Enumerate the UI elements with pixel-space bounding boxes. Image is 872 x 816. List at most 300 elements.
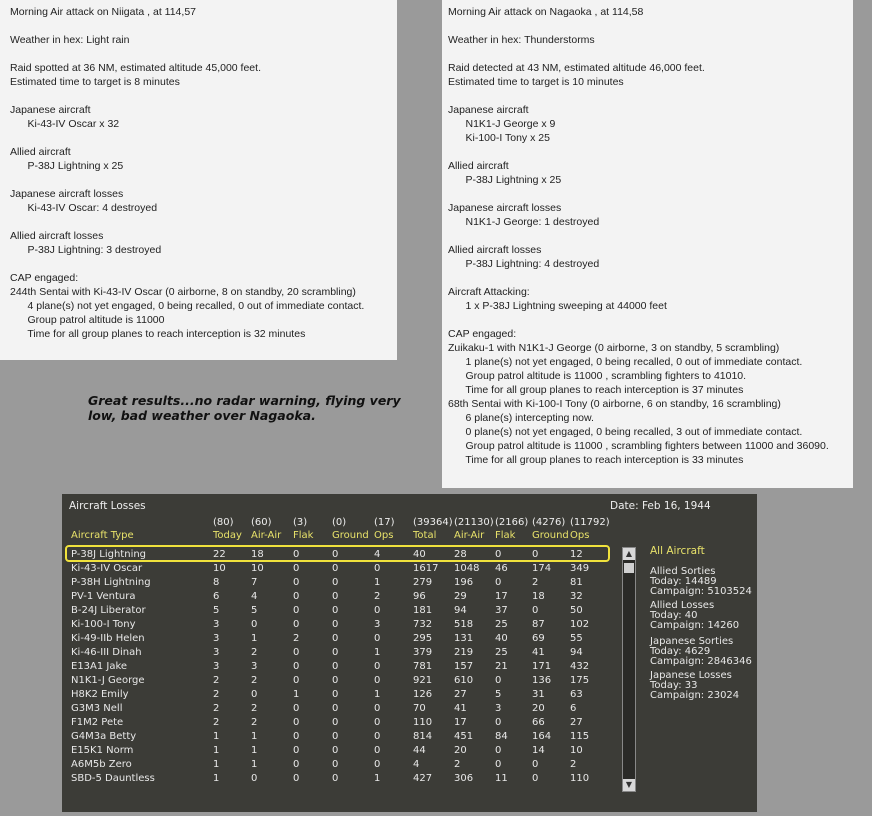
table-cell: 6: [213, 591, 220, 602]
table-cell: 2: [251, 647, 258, 658]
table-cell: 2: [251, 675, 258, 686]
table-cell: 0: [495, 759, 502, 770]
column-total: (21130): [454, 517, 494, 528]
table-cell: 136: [532, 675, 552, 686]
table-cell: 46: [495, 563, 508, 574]
table-cell: 69: [532, 633, 545, 644]
aircraft-type-cell: Ki-100-I Tony: [71, 619, 136, 630]
table-cell: 0: [332, 549, 339, 560]
column-total: (0): [332, 517, 347, 528]
allied-losses-label: Allied Losses: [650, 600, 715, 611]
table-cell: 3: [213, 661, 220, 672]
table-cell: 432: [570, 661, 590, 672]
table-cell: 2: [213, 717, 220, 728]
table-cell: 18: [251, 549, 264, 560]
table-cell: 31: [532, 689, 545, 700]
report-line: 68th Sentai with Ki-100-I Tony (0 airborne, 6 on standby, 16 scrambling): [448, 398, 781, 410]
report-line: 0 plane(s) not yet engaged, 0 being recalled, 3 out of immediate contact.: [448, 426, 803, 438]
table-row[interactable]: [62, 731, 622, 745]
report-line: 1 x P-38J Lightning sweeping at 44000 feet: [448, 300, 667, 312]
table-row[interactable]: [62, 577, 622, 591]
table-cell: 115: [570, 731, 590, 742]
table-cell: 1: [213, 731, 220, 742]
table-cell: 174: [532, 563, 552, 574]
table-row[interactable]: [62, 563, 622, 577]
table-cell: 0: [495, 745, 502, 756]
aircraft-type-cell: SBD-5 Dauntless: [71, 773, 155, 784]
table-cell: 94: [570, 647, 583, 658]
japanese-losses-summary: [650, 671, 739, 701]
blank-line: [448, 145, 843, 159]
table-cell: 0: [332, 745, 339, 756]
report-line: Estimated time to target is 8 minutes: [10, 76, 180, 88]
report-line: Japanese aircraft: [10, 104, 91, 116]
table-row[interactable]: [62, 605, 622, 619]
column-header[interactable]: Ground: [332, 530, 369, 541]
table-cell: 0: [251, 619, 258, 630]
report-line: CAP engaged:: [10, 272, 79, 284]
report-line: Time for all group planes to reach interception is 37 minutes: [448, 384, 744, 396]
table-cell: 0: [332, 563, 339, 574]
japanese-sorties-summary: [650, 637, 752, 667]
report-line: N1K1-J George: 1 destroyed: [448, 216, 600, 228]
table-cell: 0: [374, 703, 381, 714]
report-line: Time for all group planes to reach interception is 32 minutes: [10, 328, 306, 340]
table-row[interactable]: [62, 703, 622, 717]
table-row[interactable]: [62, 591, 622, 605]
table-cell: 0: [293, 591, 300, 602]
table-cell: 921: [413, 675, 433, 686]
aircraft-type-cell: P-38J Lightning: [71, 549, 147, 560]
aircraft-type-cell: B-24J Liberator: [71, 605, 146, 616]
table-cell: 5: [213, 605, 220, 616]
table-cell: 10: [570, 745, 583, 756]
panel-title: Aircraft Losses: [69, 500, 146, 512]
report-line: Allied aircraft losses: [448, 244, 542, 256]
table-cell: 0: [374, 661, 381, 672]
table-cell: 12: [570, 549, 583, 560]
table-cell: 5: [251, 605, 258, 616]
table-cell: 0: [293, 731, 300, 742]
table-cell: 63: [570, 689, 583, 700]
table-cell: 110: [570, 773, 590, 784]
blank-line: [448, 19, 843, 33]
japanese-losses-label: Japanese Losses: [650, 670, 732, 681]
table-cell: 1: [251, 759, 258, 770]
report-line: 244th Sentai with Ki-43-IV Oscar (0 airborne, 8 on standby, 20 scrambling): [10, 286, 356, 298]
table-cell: 781: [413, 661, 433, 672]
table-cell: 0: [293, 717, 300, 728]
table-cell: 451: [454, 731, 474, 742]
table-cell: 0: [332, 675, 339, 686]
report-line: 6 plane(s) intercepting now.: [448, 412, 594, 424]
table-row[interactable]: [62, 745, 622, 759]
table-cell: 20: [454, 745, 467, 756]
table-cell: 0: [293, 703, 300, 714]
column-header[interactable]: Air-Air: [454, 530, 485, 541]
table-cell: 379: [413, 647, 433, 658]
aircraft-type-cell: F1M2 Pete: [71, 717, 124, 728]
table-cell: 66: [532, 717, 545, 728]
table-cell: 171: [532, 661, 552, 672]
report-line: Japanese aircraft losses: [448, 202, 562, 214]
table-row[interactable]: [62, 647, 622, 661]
table-cell: 40: [413, 549, 426, 560]
table-cell: 2: [293, 633, 300, 644]
table-cell: 96: [413, 591, 426, 602]
all-aircraft-link[interactable]: All Aircraft: [650, 545, 705, 557]
aircraft-losses-panel: [62, 494, 757, 812]
combat-report-niigata: [0, 0, 397, 360]
table-cell: 10: [251, 563, 264, 574]
table-cell: 3: [213, 647, 220, 658]
table-cell: 0: [332, 605, 339, 616]
blank-line: [10, 131, 387, 145]
blank-line: [10, 47, 387, 61]
allied-losses-summary: [650, 601, 739, 631]
column-total: (3): [293, 517, 308, 528]
aircraft-type-cell: N1K1-J George: [71, 675, 145, 686]
table-cell: 7: [251, 577, 258, 588]
table-cell: 0: [532, 759, 539, 770]
report-line: Time for all group planes to reach interception is 33 minutes: [448, 454, 744, 466]
table-cell: 1: [374, 773, 381, 784]
report-line: 4 plane(s) not yet engaged, 0 being recalled, 0 out of immediate contact.: [10, 300, 365, 312]
table-cell: 0: [374, 633, 381, 644]
table-cell: 81: [570, 577, 583, 588]
blank-line: [448, 47, 843, 61]
report-line: Raid detected at 43 NM, estimated altitude 46,000 feet.: [448, 62, 705, 74]
table-cell: 0: [332, 717, 339, 728]
table-cell: 0: [332, 577, 339, 588]
japanese-losses-today: Today: 33: [650, 680, 698, 691]
table-scrollbar[interactable]: [622, 547, 636, 792]
report-line: Raid spotted at 36 NM, estimated altitude 45,000 feet.: [10, 62, 261, 74]
scroll-down-icon[interactable]: ▼: [623, 779, 635, 791]
table-cell: 610: [454, 675, 474, 686]
table-cell: 21: [495, 661, 508, 672]
table-cell: 814: [413, 731, 433, 742]
table-cell: 44: [413, 745, 426, 756]
table-cell: 22: [213, 549, 226, 560]
table-cell: 3: [213, 633, 220, 644]
table-cell: 0: [374, 745, 381, 756]
table-cell: 2: [251, 717, 258, 728]
table-cell: 1: [374, 577, 381, 588]
table-row[interactable]: [62, 773, 622, 787]
report-line: Ki-100-I Tony x 25: [448, 132, 550, 144]
table-cell: 1: [374, 647, 381, 658]
table-cell: 0: [374, 717, 381, 728]
table-cell: 0: [293, 745, 300, 756]
table-cell: 126: [413, 689, 433, 700]
report-line: Estimated time to target is 10 minutes: [448, 76, 624, 88]
table-cell: 0: [293, 619, 300, 630]
column-total: (17): [374, 517, 395, 528]
report-line: P-38J Lightning x 25: [10, 160, 124, 172]
table-cell: 732: [413, 619, 433, 630]
column-header[interactable]: Flak: [495, 530, 516, 541]
report-line: Group patrol altitude is 11000 , scrambling fighters to 41010.: [448, 370, 747, 382]
report-line: Morning Air attack on Nagaoka , at 114,58: [448, 6, 644, 18]
blank-line: [10, 215, 387, 229]
report-line: Japanese aircraft: [448, 104, 529, 116]
table-cell: 25: [495, 647, 508, 658]
table-cell: 4: [251, 591, 258, 602]
table-cell: 0: [293, 661, 300, 672]
column-header[interactable]: Ops: [570, 530, 590, 541]
column-total: (39364): [413, 517, 453, 528]
column-header[interactable]: Air-Air: [251, 530, 282, 541]
table-cell: 0: [293, 549, 300, 560]
table-cell: 131: [454, 633, 474, 644]
blank-line: [10, 89, 387, 103]
table-row[interactable]: [62, 759, 622, 773]
column-header[interactable]: Aircraft Type: [71, 530, 134, 541]
table-cell: 0: [532, 549, 539, 560]
column-total: (11792): [570, 517, 610, 528]
table-cell: 0: [293, 577, 300, 588]
table-row[interactable]: [62, 619, 622, 633]
table-cell: 40: [495, 633, 508, 644]
table-cell: 1617: [413, 563, 439, 574]
table-cell: 3: [374, 619, 381, 630]
report-line: Weather in hex: Thunderstorms: [448, 34, 595, 46]
table-row[interactable]: [62, 661, 622, 675]
column-header[interactable]: Today: [213, 530, 242, 541]
aircraft-type-cell: H8K2 Emily: [71, 689, 129, 700]
allied-sorties-campaign: Campaign: 5103524: [650, 586, 752, 597]
blank-line: [448, 229, 843, 243]
scroll-up-icon[interactable]: ▲: [623, 548, 635, 560]
allied-sorties-today: Today: 14489: [650, 576, 717, 587]
table-cell: 0: [332, 619, 339, 630]
table-cell: 1: [251, 745, 258, 756]
aircraft-type-cell: PV-1 Ventura: [71, 591, 136, 602]
table-cell: 50: [570, 605, 583, 616]
table-cell: 0: [374, 731, 381, 742]
table-cell: 306: [454, 773, 474, 784]
report-line: 1 plane(s) not yet engaged, 0 being recalled, 0 out of immediate contact.: [448, 356, 803, 368]
column-total: (4276): [532, 517, 566, 528]
table-cell: 0: [293, 563, 300, 574]
report-line: Weather in hex: Light rain: [10, 34, 130, 46]
aircraft-type-cell: Ki-46-III Dinah: [71, 647, 142, 658]
table-cell: 29: [454, 591, 467, 602]
table-cell: 0: [332, 731, 339, 742]
report-line: Ki-43-IV Oscar x 32: [10, 118, 120, 130]
table-cell: 0: [293, 605, 300, 616]
column-header[interactable]: Ops: [374, 530, 394, 541]
table-cell: 1: [293, 689, 300, 700]
table-cell: 2: [570, 759, 577, 770]
report-line: Group patrol altitude is 11000: [10, 314, 165, 326]
japanese-losses-campaign: Campaign: 23024: [650, 690, 740, 701]
blank-line: [10, 19, 387, 33]
report-line: CAP engaged:: [448, 328, 517, 340]
report-line: N1K1-J George x 9: [448, 118, 556, 130]
table-cell: 17: [454, 717, 467, 728]
table-cell: 32: [570, 591, 583, 602]
table-cell: 4: [413, 759, 420, 770]
blank-line: [448, 187, 843, 201]
aircraft-type-cell: E15K1 Norm: [71, 745, 134, 756]
table-cell: 10: [213, 563, 226, 574]
table-cell: 27: [570, 717, 583, 728]
table-cell: 25: [495, 619, 508, 630]
column-header[interactable]: Ground: [532, 530, 569, 541]
table-cell: 1: [374, 689, 381, 700]
aircraft-type-cell: Ki-49-IIb Helen: [71, 633, 145, 644]
aircraft-type-cell: G4M3a Betty: [71, 731, 137, 742]
table-cell: 0: [532, 605, 539, 616]
table-cell: 17: [495, 591, 508, 602]
table-cell: 2: [213, 689, 220, 700]
table-cell: 0: [251, 689, 258, 700]
scroll-thumb[interactable]: [624, 563, 634, 573]
report-line: Allied aircraft: [448, 160, 509, 172]
blank-line: [10, 257, 387, 271]
table-cell: 2: [251, 703, 258, 714]
table-cell: 279: [413, 577, 433, 588]
table-cell: 1: [213, 745, 220, 756]
table-cell: 181: [413, 605, 433, 616]
allied-losses-today: Today: 40: [650, 610, 698, 621]
column-total: (2166): [495, 517, 529, 528]
table-cell: 8: [213, 577, 220, 588]
table-cell: 349: [570, 563, 590, 574]
table-cell: 157: [454, 661, 474, 672]
table-cell: 0: [495, 549, 502, 560]
blank-line: [448, 271, 843, 285]
table-cell: 6: [570, 703, 577, 714]
report-line: P-38J Lightning: 3 destroyed: [10, 244, 162, 256]
report-line: Aircraft Attacking:: [448, 286, 530, 298]
panel-date: Date: Feb 16, 1944: [610, 500, 711, 512]
table-cell: 87: [532, 619, 545, 630]
aircraft-type-cell: A6M5b Zero: [71, 759, 132, 770]
table-cell: 0: [332, 689, 339, 700]
table-cell: 0: [532, 773, 539, 784]
japanese-sorties-today: Today: 4629: [650, 646, 711, 657]
report-line: Morning Air attack on Niigata , at 114,57: [10, 6, 196, 18]
table-cell: 0: [293, 647, 300, 658]
table-cell: 0: [332, 633, 339, 644]
combat-report-nagaoka: [442, 0, 853, 488]
table-cell: 2: [532, 577, 539, 588]
table-cell: 11: [495, 773, 508, 784]
table-cell: 94: [454, 605, 467, 616]
table-cell: 2: [213, 675, 220, 686]
allied-sorties-summary: [650, 567, 752, 597]
aircraft-type-cell: Ki-43-IV Oscar: [71, 563, 143, 574]
table-cell: 70: [413, 703, 426, 714]
report-line: Group patrol altitude is 11000 , scrambling fighters between 11000 and 36090.: [448, 440, 829, 452]
table-cell: 0: [332, 591, 339, 602]
table-row[interactable]: [62, 689, 622, 703]
table-cell: 55: [570, 633, 583, 644]
table-row[interactable]: [62, 633, 622, 647]
report-line: P-38J Lightning: 4 destroyed: [448, 258, 600, 270]
table-cell: 196: [454, 577, 474, 588]
table-cell: 110: [413, 717, 433, 728]
table-cell: 0: [332, 773, 339, 784]
table-cell: 41: [532, 647, 545, 658]
commentary-line-2: low, bad weather over Nagaoka.: [88, 408, 316, 423]
table-cell: 295: [413, 633, 433, 644]
report-line: Allied aircraft losses: [10, 230, 104, 242]
table-cell: 84: [495, 731, 508, 742]
column-total: (60): [251, 517, 272, 528]
aircraft-type-cell: G3M3 Nell: [71, 703, 123, 714]
aircraft-type-cell: E13A1 Jake: [71, 661, 128, 672]
table-cell: 0: [332, 647, 339, 658]
table-cell: 1048: [454, 563, 480, 574]
table-cell: 0: [374, 605, 381, 616]
table-row[interactable]: [62, 717, 622, 731]
table-cell: 175: [570, 675, 590, 686]
column-total: (80): [213, 517, 234, 528]
table-cell: 0: [251, 773, 258, 784]
table-cell: 164: [532, 731, 552, 742]
allied-sorties-label: Allied Sorties: [650, 566, 716, 577]
table-cell: 18: [532, 591, 545, 602]
table-cell: 427: [413, 773, 433, 784]
table-cell: 0: [374, 675, 381, 686]
table-cell: 1: [251, 731, 258, 742]
commentary-text: [88, 393, 428, 423]
allied-losses-campaign: Campaign: 14260: [650, 620, 740, 631]
table-cell: 3: [495, 703, 502, 714]
table-cell: 0: [293, 759, 300, 770]
table-row[interactable]: [62, 675, 622, 689]
table-cell: 5: [495, 689, 502, 700]
table-cell: 0: [495, 577, 502, 588]
table-cell: 37: [495, 605, 508, 616]
column-header[interactable]: Total: [413, 530, 437, 541]
commentary-line-1: Great results...no radar warning, flying very: [88, 393, 401, 408]
blank-line: [10, 173, 387, 187]
row-highlight-box: [65, 545, 610, 562]
report-line: P-38J Lightning x 25: [448, 174, 562, 186]
table-cell: 0: [374, 563, 381, 574]
report-line: Zuikaku-1 with N1K1-J George (0 airborne, 3 on standby, 5 scrambling): [448, 342, 780, 354]
blank-line: [448, 89, 843, 103]
report-line: Allied aircraft: [10, 146, 71, 158]
table-cell: 14: [532, 745, 545, 756]
column-header[interactable]: Flak: [293, 530, 314, 541]
table-cell: 20: [532, 703, 545, 714]
table-cell: 0: [293, 675, 300, 686]
table-cell: 2: [213, 703, 220, 714]
table-cell: 3: [213, 619, 220, 630]
table-cell: 3: [251, 661, 258, 672]
table-cell: 1: [213, 773, 220, 784]
report-line: Ki-43-IV Oscar: 4 destroyed: [10, 202, 158, 214]
table-cell: 2: [374, 591, 381, 602]
table-cell: 1: [251, 633, 258, 644]
table-cell: 219: [454, 647, 474, 658]
table-cell: 0: [332, 703, 339, 714]
table-cell: 27: [454, 689, 467, 700]
table-cell: 4: [374, 549, 381, 560]
table-cell: 0: [332, 661, 339, 672]
table-cell: 28: [454, 549, 467, 560]
blank-line: [448, 313, 843, 327]
report-line: Japanese aircraft losses: [10, 188, 124, 200]
aircraft-type-cell: P-38H Lightning: [71, 577, 151, 588]
table-cell: 102: [570, 619, 590, 630]
